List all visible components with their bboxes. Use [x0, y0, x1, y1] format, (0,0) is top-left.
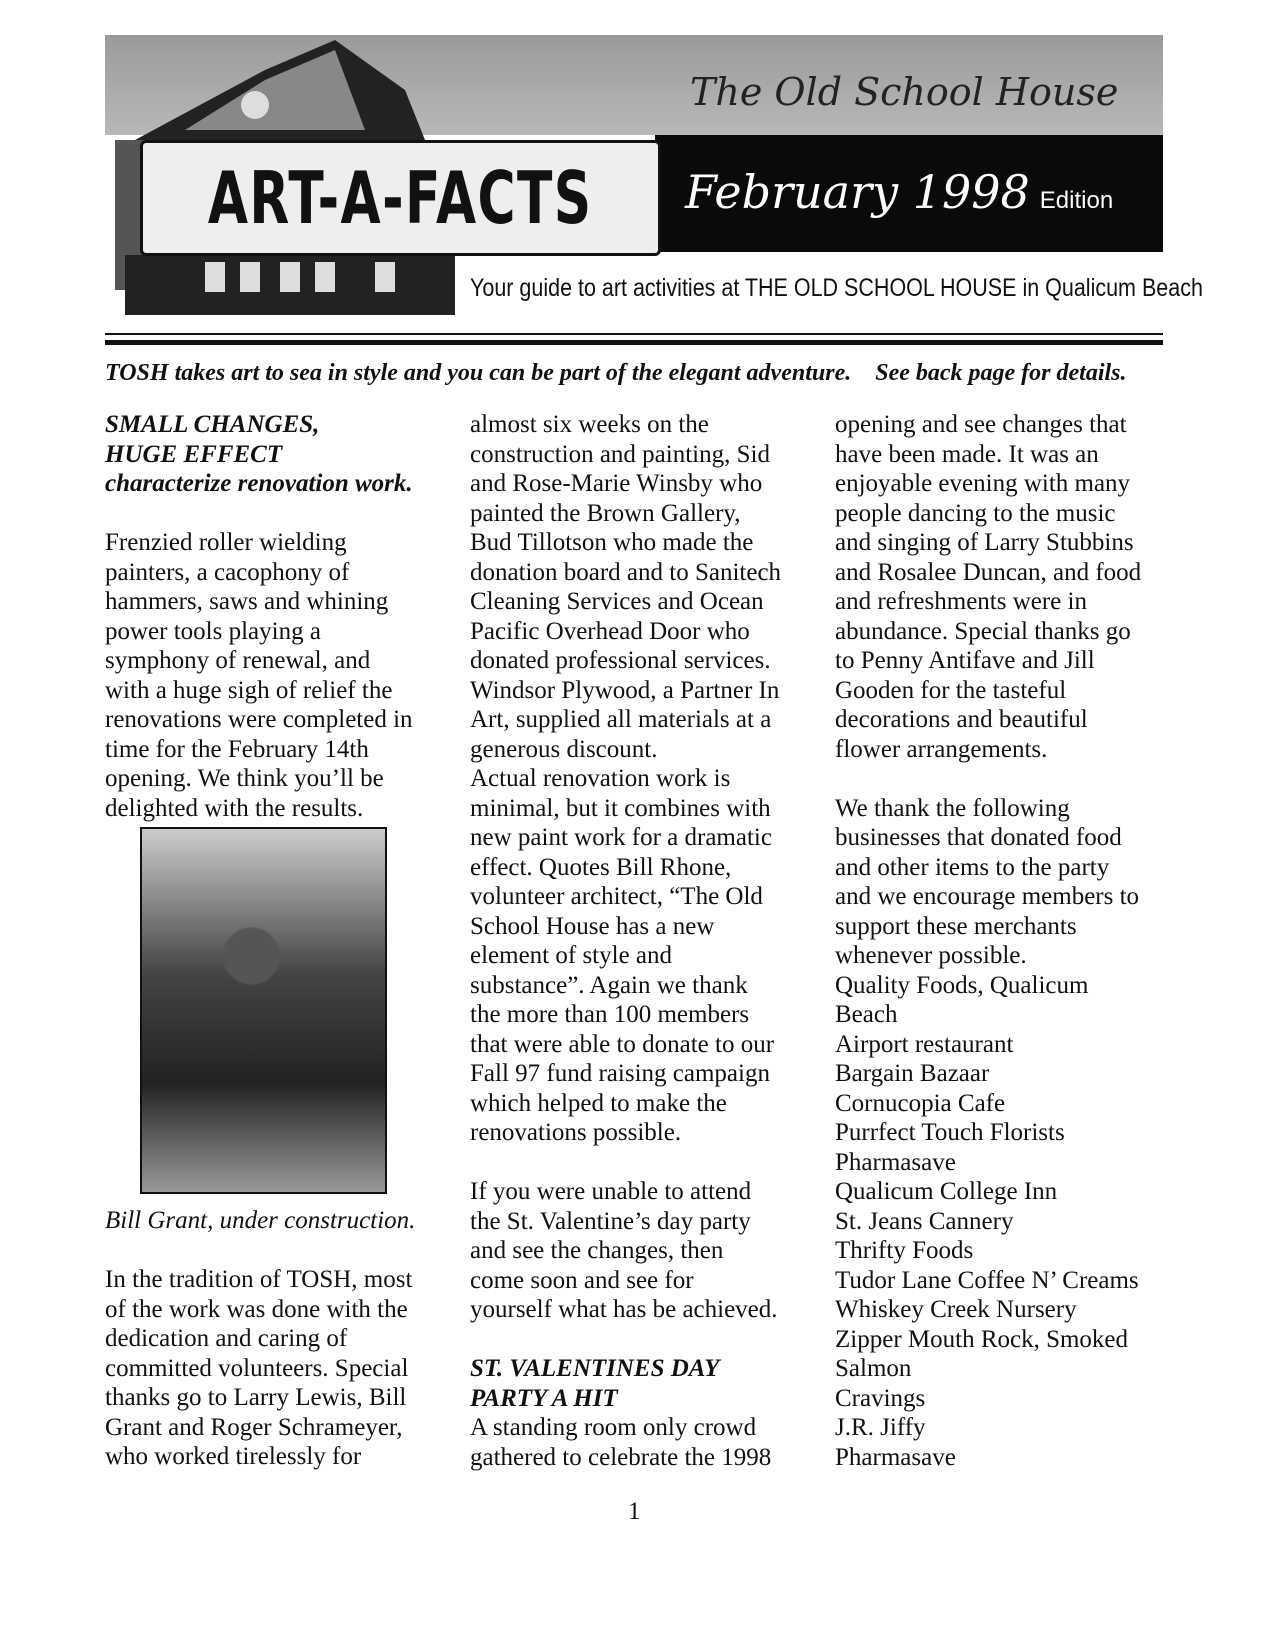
- text-line: and Rose-Marie Winsby who: [470, 470, 763, 497]
- text-line: Cleaning Services and Ocean: [470, 588, 764, 615]
- text-line: which helped to make the: [470, 1089, 727, 1117]
- text-line: Pacific Overhead Door who: [470, 617, 750, 645]
- text-line: gathered to celebrate the 1998: [470, 1443, 772, 1471]
- text-line: and other items to the party: [835, 853, 1110, 881]
- text-line: Cravings: [835, 1384, 926, 1412]
- text-line: Windsor Plywood, a Partner In: [470, 676, 780, 704]
- text-line: renovations possible.: [470, 1119, 682, 1146]
- text-line: Qualicum College Inn: [835, 1178, 1058, 1205]
- text-line: Bud Tillotson who made the: [470, 529, 754, 556]
- text-line: We thank the following: [835, 794, 1070, 822]
- text-line: School House has a new: [470, 912, 715, 940]
- text-line: businesses that donated food: [835, 824, 1122, 851]
- article-paragraph: [470, 1413, 815, 1472]
- text-line: and see the changes, then: [470, 1237, 724, 1264]
- text-line: Airport restaurant: [835, 1030, 1014, 1058]
- photo-caption: Bill Grant, under construction.: [105, 1207, 416, 1234]
- text-line: painters, a cacophony of: [105, 558, 350, 586]
- text-line: hammers, saws and whining: [105, 588, 389, 615]
- text-line: generous discount.: [470, 735, 658, 763]
- text-line: decorations and beautiful: [835, 706, 1088, 733]
- article-paragraph: [835, 410, 1180, 764]
- text-line: opening and see changes that: [835, 411, 1127, 438]
- page-number: 1: [628, 1498, 641, 1525]
- text-line: Bargain Bazaar: [835, 1060, 990, 1087]
- text-line: Pharmasave: [835, 1148, 956, 1176]
- text-line: Actual renovation work is: [470, 765, 731, 792]
- edition-label: Edition: [1039, 187, 1114, 214]
- text-line: ST. VALENTINES DAY: [470, 1355, 720, 1382]
- text-line: and refreshments were in: [835, 588, 1087, 615]
- article-paragraph: [470, 410, 815, 1148]
- text-line: flower arrangements.: [835, 735, 1048, 763]
- text-line: Quality Foods, Qualicum: [835, 971, 1089, 999]
- text-line: people dancing to the music: [835, 499, 1116, 527]
- text-line: Frenzied roller wielding: [105, 529, 347, 556]
- text-line: Grant and Roger Schrameyer,: [105, 1413, 403, 1441]
- text-line: In the tradition of TOSH, most: [105, 1266, 413, 1293]
- text-line: dedication and caring of: [105, 1325, 348, 1352]
- sponsor-list: [835, 971, 1180, 1473]
- text-line: that were able to donate to our: [470, 1030, 775, 1058]
- text-line: Cornucopia Cafe: [835, 1089, 1006, 1117]
- text-line: thanks go to Larry Lewis, Bill: [105, 1384, 407, 1411]
- text-line: J.R. Jiffy: [835, 1414, 926, 1441]
- text-line: painted the Brown Gallery,: [470, 499, 741, 527]
- old-school-house-script-title: The Old School House: [690, 70, 1119, 114]
- text-line: Gooden for the tasteful: [835, 676, 1067, 704]
- text-line: power tools playing a: [105, 617, 321, 645]
- text-line: donated professional services.: [470, 647, 771, 674]
- text-line: Art, supplied all materials at a: [470, 706, 772, 733]
- edition-date: [685, 165, 1113, 219]
- text-line: characterize renovation work.: [105, 470, 413, 497]
- text-line: Whiskey Creek Nursery: [835, 1296, 1077, 1323]
- text-line: Thrifty Foods: [835, 1237, 974, 1264]
- text-line: yourself what has be achieved.: [470, 1296, 778, 1323]
- text-line: Fall 97 fund raising campaign: [470, 1060, 770, 1087]
- text-line: substance”. Again we thank: [470, 971, 748, 999]
- article-paragraph: [835, 794, 1180, 971]
- edition-month-year: February 1998: [685, 165, 1030, 219]
- article-heading: [470, 1354, 815, 1413]
- text-line: whenever possible.: [835, 942, 1027, 969]
- text-line: HUGE EFFECT: [105, 440, 283, 468]
- text-line: Pharmasave: [835, 1443, 956, 1471]
- text-line: almost six weeks on the: [470, 411, 709, 438]
- text-line: Salmon: [835, 1355, 912, 1382]
- text-line: and we encourage members to: [835, 883, 1140, 910]
- text-line: minimal, but it combines with: [470, 794, 771, 822]
- text-line: the St. Valentine’s day party: [470, 1207, 751, 1235]
- text-line: Beach: [835, 1001, 898, 1028]
- text-line: St. Jeans Cannery: [835, 1207, 1014, 1235]
- article-paragraph: [105, 528, 450, 823]
- photo-bill-grant: [140, 827, 387, 1194]
- text-line: Purrfect Touch Florists: [835, 1119, 1065, 1146]
- text-line: with a huge sigh of relief the: [105, 676, 393, 704]
- tagline: Your guide to art activities at THE OLD SCHOOL HOUSE in Qualicum Beach: [470, 274, 1203, 302]
- text-line: abundance. Special thanks go: [835, 617, 1131, 645]
- art-a-facts-logo-box: [140, 140, 661, 256]
- text-line: committed volunteers. Special: [105, 1354, 409, 1382]
- text-line: element of style and: [470, 942, 673, 969]
- column-3: [835, 410, 1180, 1472]
- text-line: and Rosalee Duncan, and food: [835, 558, 1142, 586]
- text-line: effect. Quotes Bill Rhone,: [470, 853, 732, 881]
- text-line: enjoyable evening with many: [835, 470, 1131, 497]
- text-line: to Penny Antifave and Jill: [835, 647, 1095, 674]
- teaser-line: TOSH takes art to sea in style and you can be part of the elegant adventure. See back page for details.: [105, 360, 1127, 386]
- text-line: A standing room only crowd: [470, 1414, 757, 1441]
- column-1: [105, 410, 450, 1472]
- text-line: renovations were completed in: [105, 706, 413, 733]
- text-line: and singing of Larry Stubbins: [835, 529, 1134, 556]
- article-paragraph: [470, 1177, 815, 1325]
- column-2: [470, 410, 815, 1472]
- text-line: who worked tirelessly for: [105, 1443, 362, 1470]
- text-line: volunteer architect, “The Old: [470, 883, 763, 910]
- text-line: construction and painting, Sid: [470, 440, 770, 468]
- art-a-facts-logo: ART-A-FACTS: [208, 156, 593, 240]
- text-line: have been made. It was an: [835, 440, 1099, 468]
- text-line: of the work was done with the: [105, 1295, 408, 1323]
- text-line: opening. We think you’ll be: [105, 765, 384, 792]
- text-line: SMALL CHANGES,: [105, 411, 320, 438]
- text-line: time for the February 14th: [105, 735, 369, 763]
- text-line: come soon and see for: [470, 1266, 694, 1294]
- text-line: Tudor Lane Coffee N’ Creams: [835, 1266, 1139, 1294]
- divider-thin: [105, 333, 1163, 335]
- text-line: support these merchants: [835, 912, 1077, 940]
- divider-thick: [105, 340, 1163, 345]
- text-line: If you were unable to attend: [470, 1178, 752, 1205]
- text-line: delighted with the results.: [105, 794, 364, 822]
- text-line: symphony of renewal, and: [105, 647, 371, 674]
- text-line: the more than 100 members: [470, 1001, 750, 1028]
- text-line: new paint work for a dramatic: [470, 824, 772, 851]
- text-line: PARTY A HIT: [470, 1384, 618, 1412]
- article-paragraph: [105, 1265, 450, 1472]
- text-line: Zipper Mouth Rock, Smoked: [835, 1325, 1129, 1353]
- text-line: donation board and to Sanitech: [470, 558, 782, 586]
- article-heading: [105, 410, 450, 499]
